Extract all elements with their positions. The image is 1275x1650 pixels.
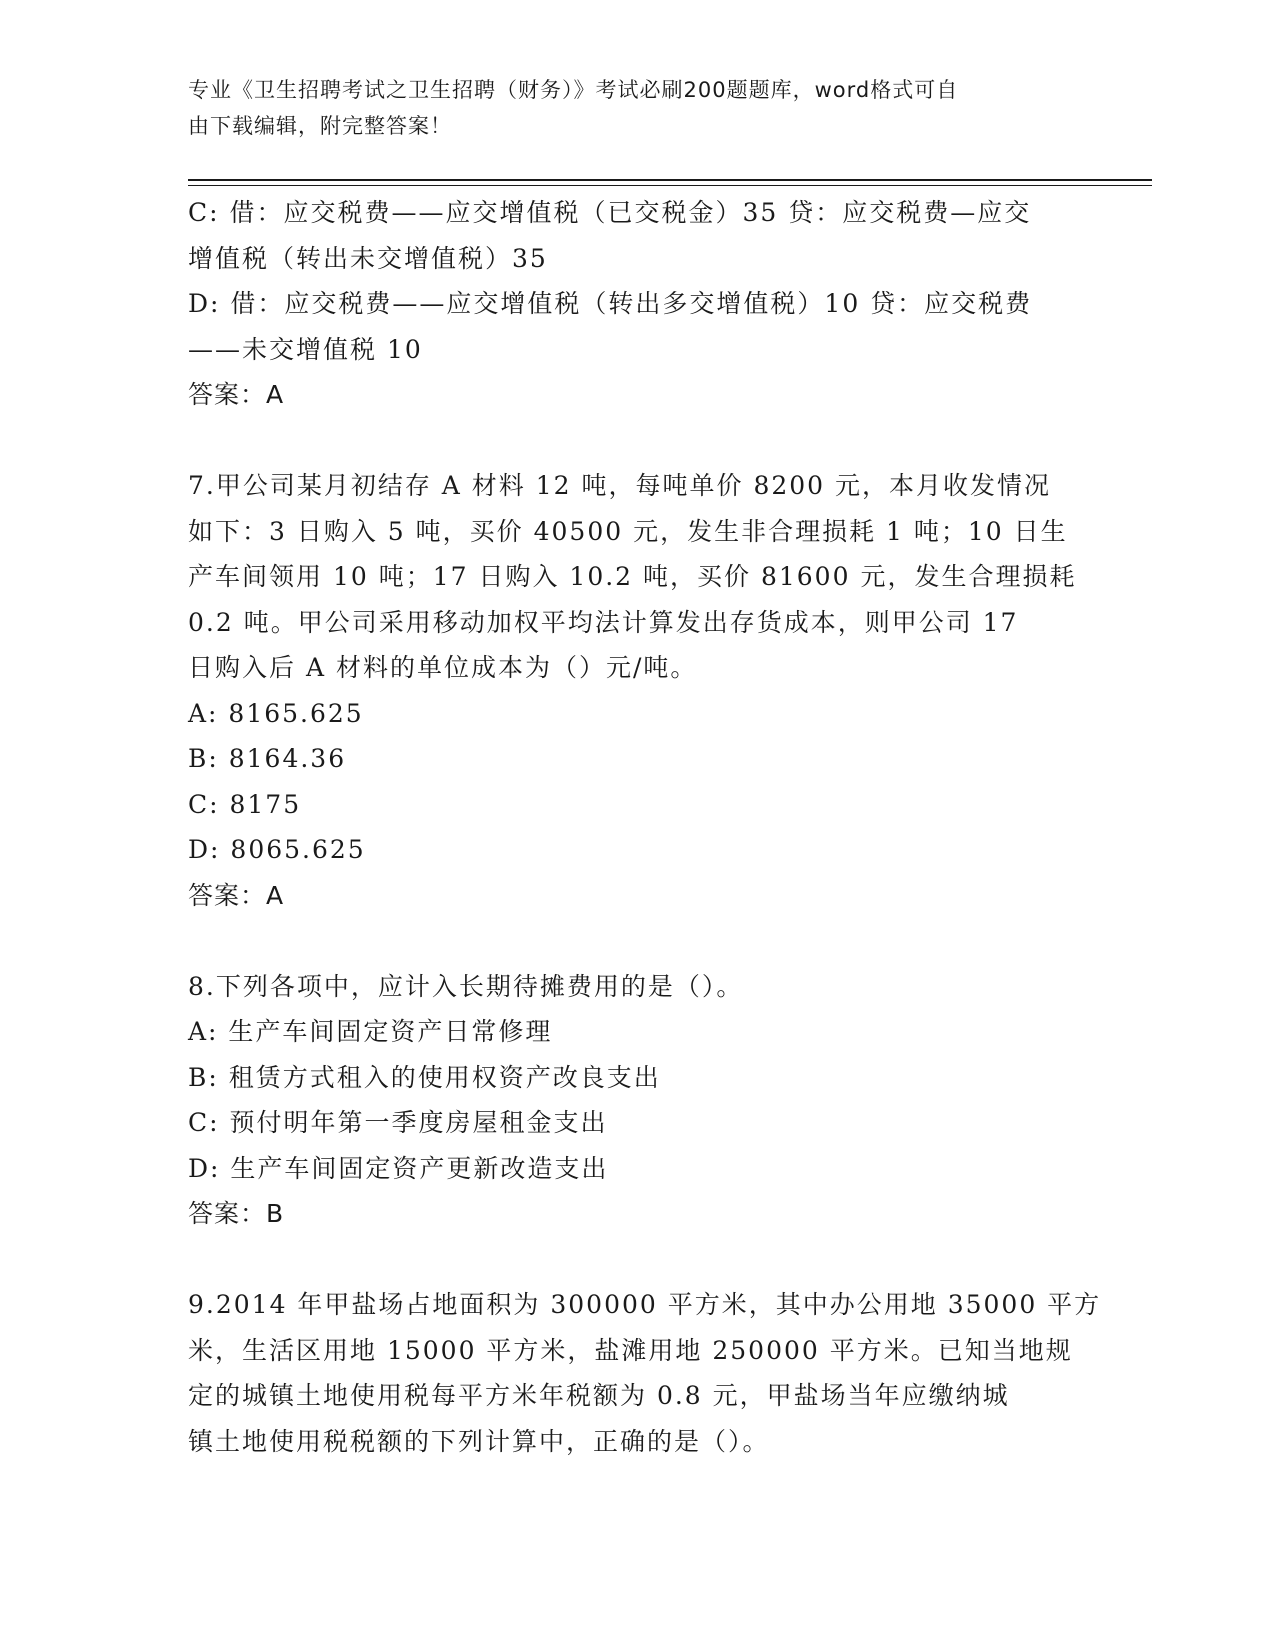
question-7 [188,463,1088,918]
question-7-answer: 答案：A [188,880,285,910]
question-7-option-b: B: 8164.36 [188,744,347,773]
question-8 [188,964,1088,1237]
question-7-stem-line-4: 0.2 吨。甲公司采用移动加权平均法计算发出存货成本，则甲公司 17 [188,607,1019,637]
option-c-line-1: C: 借：应交税费——应交增值税（已交税金）35 贷：应交税费—应交 [188,198,1032,227]
question-8-option-d: D: 生产车间固定资产更新改造支出 [188,1153,609,1183]
question-8-stem: 8.下列各项中，应计入长期待摊费用的是（）。 [188,971,744,1001]
question-7-option-d: D: 8065.625 [188,835,366,864]
question-8-option-b: B: 租赁方式租入的使用权资产改良支出 [188,1062,661,1092]
question-7-option-a: A: 8165.625 [188,698,364,728]
question-9-stem-line-2: 米，生活区用地 15000 平方米，盐滩用地 250000 平方米。已知当地规 [188,1335,1073,1365]
document-body [188,190,1102,1464]
header-divider-thick [188,179,1152,181]
document-header [188,72,1068,144]
header-divider-thin [188,185,1152,186]
question-9-stem-line-1: 9.2014 年甲盐场占地面积为 300000 平方米，其中办公用地 35000 平方 [188,1290,1102,1319]
answer-label: 答案：A [188,380,285,409]
question-6-tail [188,190,1088,418]
question-8-answer: 答案：B [188,1199,285,1228]
option-c-line-2: 增值税（转出未交增值税）35 [188,243,548,273]
spacer [188,918,1088,964]
question-9-stem-line-4: 镇土地使用税税额的下列计算中，正确的是（）。 [188,1426,770,1456]
spacer [188,1237,1088,1283]
question-7-stem-line-1: 7.甲公司某月初结存 A 材料 12 吨，每吨单价 8200 元，本月收发情况 [188,471,1052,500]
question-9-stem-line-3: 定的城镇土地使用税每平方米年税额为 0.8 元，甲盐场当年应缴纳城 [188,1381,1010,1410]
question-7-option-c: C: 8175 [188,789,302,819]
question-8-option-c: C: 预付明年第一季度房屋租金支出 [188,1108,608,1137]
option-d-line-1: D: 借：应交税费——应交增值税（转出多交增值税）10 贷：应交税费 [188,289,1033,318]
header-line-2: 由下载编辑，附完整答案！ [188,114,452,138]
question-7-stem-line-3: 产车间领用 10 吨；17 日购入 10.2 吨，买价 81600 元，发生合理损耗 [188,562,1077,591]
spacer [188,418,1088,464]
option-d-line-2: ——未交增值税 10 [188,334,423,364]
question-8-option-a: A: 生产车间固定资产日常修理 [188,1017,553,1046]
question-9 [188,1282,1102,1464]
question-7-stem-line-2: 如下：3 日购入 5 吨，买价 40500 元，发生非合理损耗 1 吨；10 日生 [188,516,1068,546]
header-line-1: 专业《卫生招聘考试之卫生招聘（财务）》考试必刷200题题库，word格式可自 [188,78,959,102]
question-7-stem-line-5: 日购入后 A 材料的单位成本为（）元/吨。 [188,653,698,682]
